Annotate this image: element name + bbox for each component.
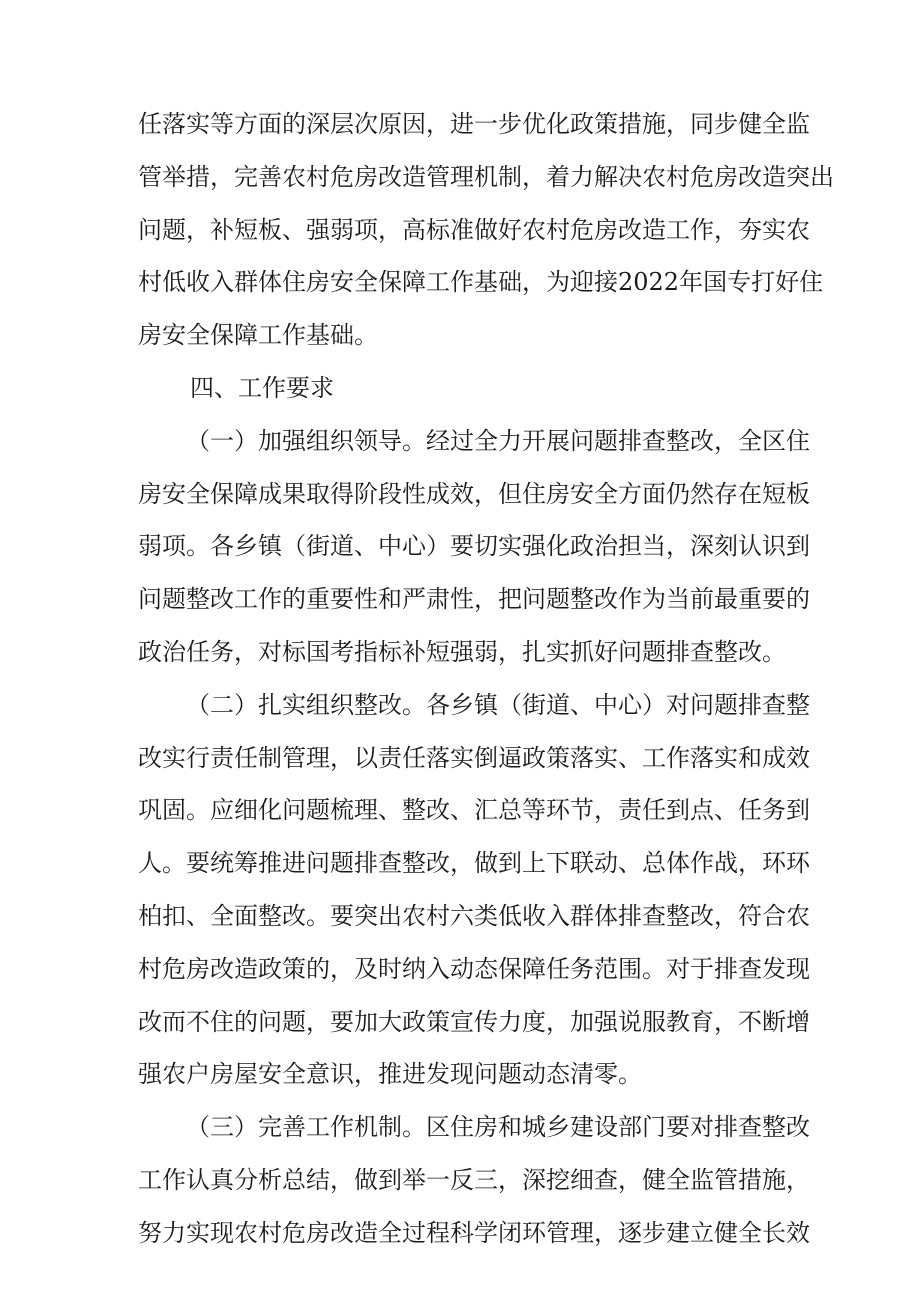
text-line: 村危房改造政策的，及时纳入动态保障任务范围。对于排查发现 [138,954,810,983]
text-line: 巩固。应细化问题梳理、整改、汇总等环节，责任到点、任务到 [138,796,810,825]
document-page [138,98,834,1260]
text-line: 管举措，完善农村危房改造管理机制，着力解决农村危房改造突出 [138,162,834,191]
text-line: （一）加强组织领导。经过全力开展问题排查整改，全区住 [186,426,810,455]
text-line: （二）扎实组织整改。各乡镇（街道、中心）对问题排查整 [186,690,810,719]
paragraph-item-1 [138,415,810,679]
paragraph-continuation [138,98,834,362]
text-line: 强农户房屋安全意识，推进发现问题动态清零。 [138,1060,642,1089]
text-line: 问题，补短板、强弱项，高标准做好农村危房改造工作，夯实农 [138,215,810,244]
text-line: 改实行责任制管理，以责任落实倒逼政策落实、工作落实和成效 [138,743,810,772]
text-line: 人。要统筹推进问题排查整改，做到上下联动、总体作战，环环 [138,849,810,878]
heading-text: 四、工作要求 [190,373,334,402]
text-line: 问题整改工作的重要性和严肃性，把问题整改作为当前最重要的 [138,585,810,614]
text-line: （三）完善工作机制。区住房和城乡建设部门要对排查整改 [186,1113,810,1142]
text-line: 任落实等方面的深层次原因，进一步优化政策措施，同步健全监 [138,110,810,138]
text-line: 村低收入群体住房安全保障工作基础，为迎接2022年国专打好住 [138,268,824,297]
text-line: 政治任务，对标国考指标补短强弱，扎实抓好问题排查整改。 [138,637,786,666]
text-line: 改而不住的问题，要加大政策宣传力度，加强说服教育，不断增 [138,1007,810,1036]
section-heading [138,362,790,415]
text-line: 柏扣、全面整改。要突出农村六类低收入群体排查整改，符合农 [138,901,810,930]
text-line: 房安全保障成果取得阶段性成效，但住房安全方面仍然存在短板 [138,479,810,508]
text-line: 工作认真分析总结，做到举一反三，深挖细查，健全监管措施， [138,1165,810,1194]
paragraph-item-2 [138,679,810,1101]
text-line: 弱项。各乡镇（街道、中心）要切实强化政治担当，深刻认识到 [138,532,810,561]
paragraph-item-3 [138,1101,810,1259]
text-line: 房安全保障工作基础。 [138,321,378,350]
text-line: 努力实现农村危房改造全过程科学闭环管理，逐步建立健全长效 [138,1218,810,1247]
